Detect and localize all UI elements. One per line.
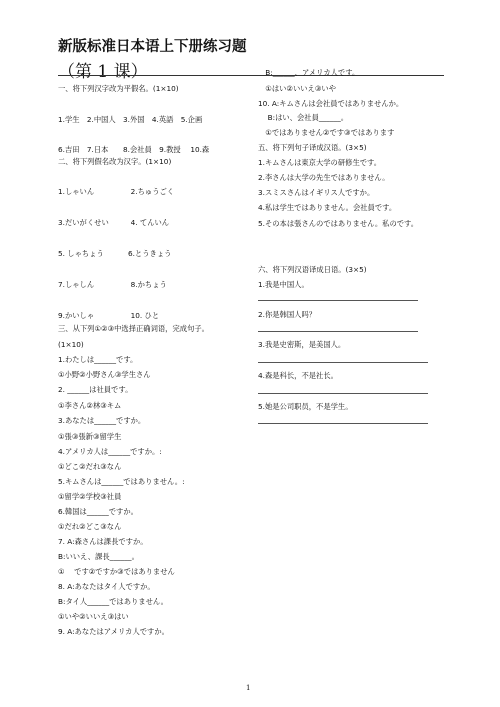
sentence-line: 4.森是科长，不是社长。 <box>258 371 338 380</box>
sentence-line: 2.你是韩国人吗？ <box>258 310 317 319</box>
question-line: B:いいえ、課長______。 <box>58 552 139 561</box>
question-line: 1.しゃいん 2.ちゅうごく <box>58 187 175 196</box>
answer-line <box>258 300 418 301</box>
choice-line: ①張③張新③留学生 <box>58 432 122 441</box>
section-heading-5: 五、将下列句子译成汉语。(3×5) <box>258 143 367 152</box>
sentence-line: 5.その本は張さんのではありません。私のです。 <box>258 219 419 228</box>
choice-line: ① です②ですか③ではありません <box>58 567 175 576</box>
sentence-line: 4.私は学生ではありません。会社員です。 <box>258 203 397 212</box>
choice-line: ①小野②小野さん③学生さん <box>58 370 151 379</box>
question-line: 9.かいしゃ 10. ひと <box>58 311 160 320</box>
sentence-line: 2.李さんは大学の先生ではありません。 <box>258 173 390 182</box>
choice-line: ①李さん②林③キム <box>58 401 122 410</box>
question-line: 7. A:森さんは課長ですか。 <box>58 537 148 546</box>
question-line: B:はい、会社員______。 <box>258 113 349 122</box>
question-line: 6.吉田 7.日本 8.会社員 9.教授 10.森 <box>58 145 210 154</box>
question-line: 10. A:キムさんは会社員ではありませんか。 <box>258 99 404 108</box>
question-line: B:______、アメリカ人です。 <box>258 68 360 77</box>
question-line: 2. ______は社員です。 <box>58 385 133 394</box>
lesson-heading: （第 1 课） <box>58 62 148 82</box>
question-line: B:タイ人______ではありません。 <box>58 597 168 606</box>
answer-line <box>258 362 428 363</box>
question-line: 5.キムさんは______ではありません。: <box>58 477 185 486</box>
question-line: 5. しゃちょう 6.とうきょう <box>58 249 172 258</box>
choice-line: ①だれ②どこ③なん <box>58 522 122 531</box>
question-line: 9. A:あなたはアメリカ人ですか。 <box>58 627 169 636</box>
sentence-line: 1.キムさんは東京大学の研修生です。 <box>258 158 382 167</box>
section-heading-6: 六、将下列汉语译成日语。(3×5) <box>258 265 367 274</box>
answer-line <box>258 423 428 424</box>
worksheet-title: 新版标准日本语上下册练习题 <box>58 39 247 55</box>
question-line: 1.わたしは______です。 <box>58 355 138 364</box>
question-line: 1.学生 2.中国人 3.外国 4.英語 5.企画 <box>58 115 203 124</box>
question-line: 7.しゃしん 8.かちょう <box>58 280 167 289</box>
score-note: (1×10) <box>58 340 84 349</box>
choice-line: ①留学②学校③社員 <box>58 492 122 501</box>
question-line: 4.アメリカ人は______ですか。: <box>58 447 162 456</box>
answer-line <box>258 331 418 332</box>
section-heading-1: 一、将下列汉字改为平假名。(1×10) <box>58 84 179 93</box>
section-heading-2: 二、将下列假名改为汉字。(1×10) <box>58 157 172 166</box>
question-line: 3.あなたは______ですか。 <box>58 416 146 425</box>
sentence-line: 1.我是中国人。 <box>258 280 309 289</box>
choice-line: ①ではありません②です③ではあります <box>258 128 395 137</box>
choice-line: ①いや②いいえ③はい <box>58 612 129 621</box>
choice-line: ①どこ②だれ③なん <box>58 462 122 471</box>
sentence-line: 5.她是公司职员，不是学生。 <box>258 402 353 411</box>
sentence-line: 3.我是史密斯，是美国人。 <box>258 340 346 349</box>
section-heading-3: 三、从下列①②③中选择正确词语，完成句子。 <box>58 324 209 333</box>
answer-line <box>258 393 428 394</box>
page-number: 1 <box>246 684 251 692</box>
choice-line: ①はい②いいえ③いや <box>258 84 336 93</box>
question-line: 3.だいがくせい 4. てんいん <box>58 218 170 227</box>
sentence-line: 3.スミスさんはイギリス人ですか。 <box>258 188 375 197</box>
question-line: 8. A:あなたはタイ人ですか。 <box>58 582 155 591</box>
question-line: 6.韓国は______ですか。 <box>58 507 138 516</box>
